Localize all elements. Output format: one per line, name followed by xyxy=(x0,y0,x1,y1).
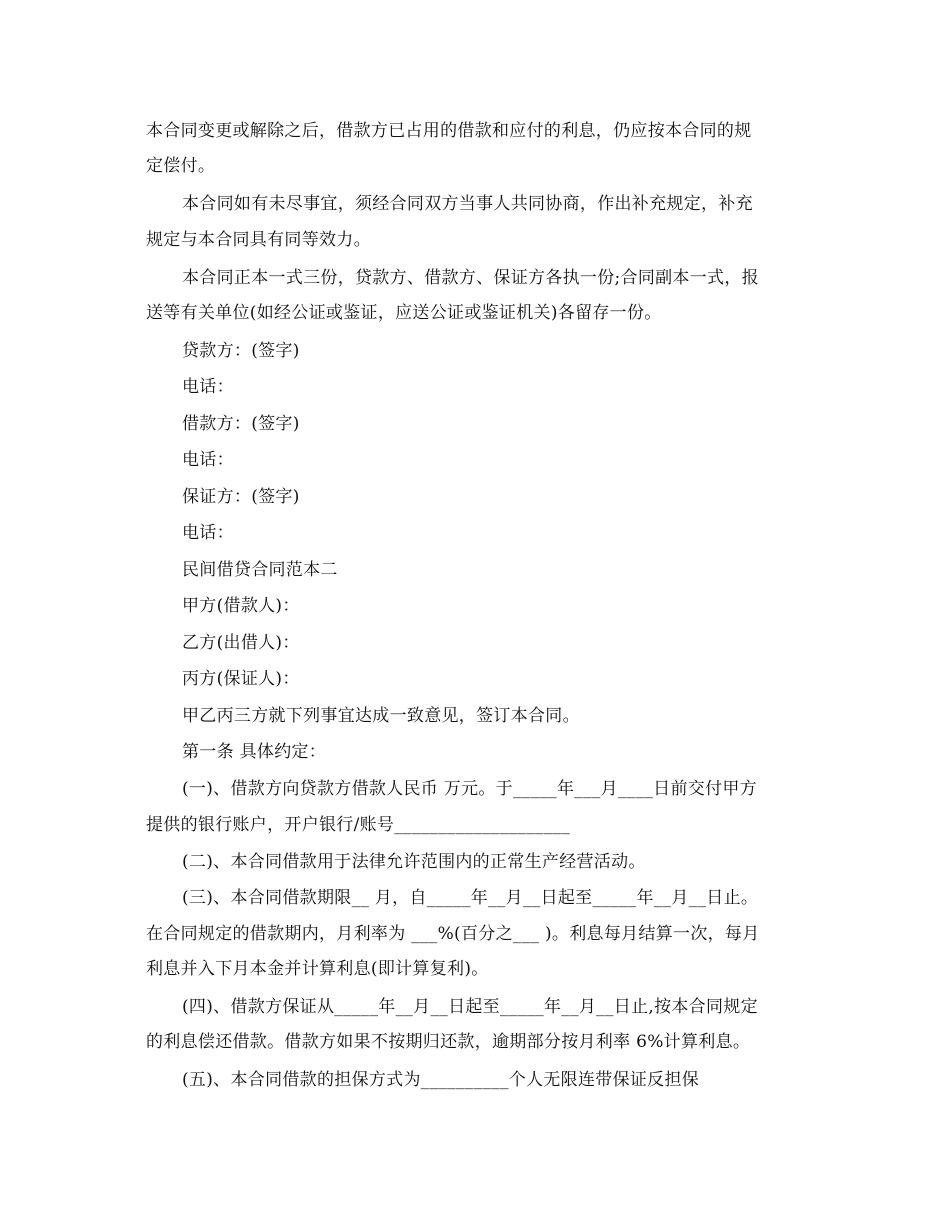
paragraph-line: 本合同变更或解除之后，借款方已占用的借款和应付的利息，仍应按本合同的规 xyxy=(146,121,752,141)
lender-phone-label: 电话： xyxy=(182,377,234,397)
paragraph-line: 本合同如有未尽事宜，须经合同双方当事人共同协商，作出补充规定，补充 xyxy=(182,194,753,214)
party-a-label: 甲方(借款人)： xyxy=(182,596,300,616)
borrower-signature-label: 借款方：(签字) xyxy=(182,414,300,434)
paragraph-line: (三)、本合同借款期限__ 月，自_____年__月__日起至_____年__月__日止。 xyxy=(182,888,759,908)
paragraph-line: 在合同规定的借款期内，月利率为 ___%(百分之___ )。利息每月结算一次，每月 xyxy=(146,924,760,944)
paragraph-line: 利息并入下月本金并计算利息(即计算复利)。 xyxy=(146,959,489,979)
party-b-label: 乙方(出借人)： xyxy=(182,633,300,653)
paragraph-line: 定偿付。 xyxy=(146,156,216,176)
paragraph-line: 本合同正本一式三份，贷款方、借款方、保证方各执一份;合同副本一式，报 xyxy=(182,268,759,288)
paragraph-line: (一)、借款方向贷款方借款人民币 万元。于_____年___月____日前交付甲方 xyxy=(182,779,757,799)
party-c-label: 丙方(保证人)： xyxy=(182,669,300,689)
paragraph-line: (四)、借款方保证从_____年__月__日起至_____年__月__日止,按本合同规定 xyxy=(182,997,758,1017)
lender-signature-label: 贷款方：(签字) xyxy=(182,341,300,361)
paragraph-line: 甲乙丙三方就下列事宜达成一致意见，签订本合同。 xyxy=(182,706,580,726)
guarantor-signature-label: 保证方：(签字) xyxy=(182,487,300,507)
article-heading: 第一条 具体约定： xyxy=(182,742,327,762)
paragraph-line: (二)、本合同借款用于法律允许范围内的正常生产经营活动。 xyxy=(182,852,646,872)
guarantor-phone-label: 电话： xyxy=(182,523,234,543)
paragraph-line: 提供的银行账户，开户银行/账号____________________ xyxy=(146,815,571,835)
paragraph-line: 的利息偿还借款。借款方如果不按期归还款，逾期部分按月利率 6%计算利息。 xyxy=(146,1032,751,1052)
section-title: 民间借贷合同范本二 xyxy=(182,560,338,580)
borrower-phone-label: 电话： xyxy=(182,450,234,470)
paragraph-line: 送等有关单位(如经公证或鉴证，应送公证或鉴证机关)各留存一份。 xyxy=(146,303,662,323)
paragraph-line: (五)、本合同借款的担保方式为__________个人无限连带保证反担保 xyxy=(182,1070,700,1090)
paragraph-line: 规定与本合同具有同等效力。 xyxy=(146,230,371,250)
